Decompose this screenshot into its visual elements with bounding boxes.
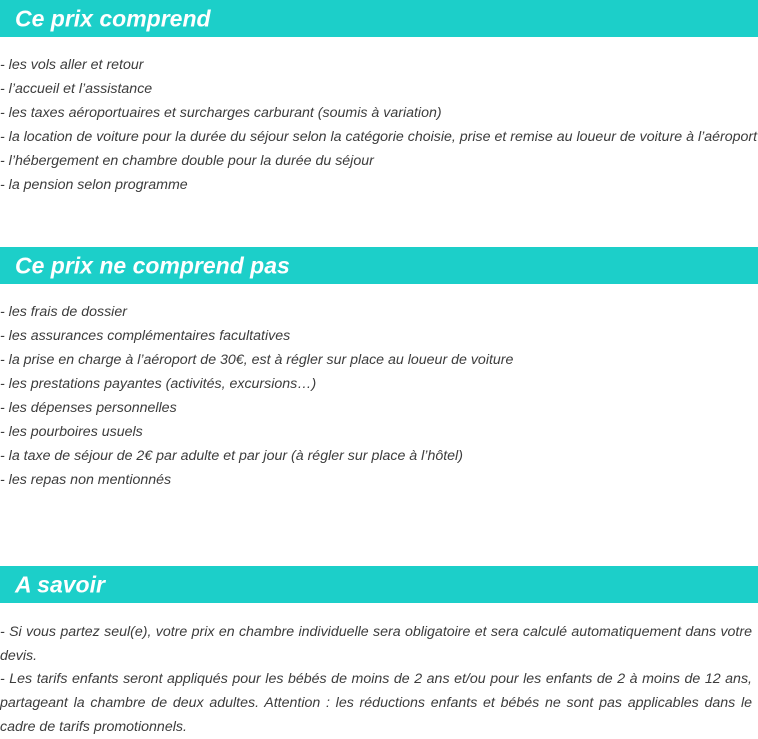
list-item: - l’accueil et l’assistance (0, 81, 153, 97)
good-to-know-paragraph-solo: - Si vous partez seul(e), votre prix en chambre individuelle sera obligatoire et sera calculé automatiquement dans votre devis. (0, 624, 752, 664)
list-item: - la location de voiture pour la durée du séjour selon la catégorie choisie, prise et remise au loueur de voiture à l’aéroport (0, 129, 758, 145)
section-included-title: Ce prix comprend (15, 5, 211, 31)
section-included (0, 0, 758, 37)
list-item: - les vols aller et retour (0, 57, 144, 73)
section-not-included-title: Ce prix ne comprend pas (15, 252, 290, 278)
list-item: - les repas non mentionnés (0, 472, 172, 488)
list-item: - les assurances complémentaires facultatives (0, 328, 291, 344)
list-item: - la prise en charge à l’aéroport de 30€, est à régler sur place au loueur de voiture (0, 352, 514, 368)
list-item: - la pension selon programme (0, 177, 188, 193)
list-item: - les taxes aéroportuaires et surcharges carburant (soumis à variation) (0, 105, 442, 121)
list-item: - la taxe de séjour de 2€ par adulte et par jour (à régler sur place à l’hôtel) (0, 448, 463, 464)
section-not-included (0, 247, 758, 284)
section-good-to-know-title: A savoir (15, 571, 105, 597)
section-good-to-know (0, 566, 758, 603)
section-good-to-know-banner (0, 566, 758, 603)
list-item: - l’hébergement en chambre double pour la durée du séjour (0, 153, 374, 169)
not-included-list (0, 300, 758, 492)
list-item: - les prestations payantes (activités, excursions…) (0, 376, 317, 392)
list-item: - les pourboires usuels (0, 424, 143, 440)
section-included-banner (0, 0, 758, 37)
list-item: - les frais de dossier (0, 304, 127, 320)
list-item: - les dépenses personnelles (0, 400, 177, 416)
included-list (0, 53, 758, 197)
good-to-know-paragraph-children: - Les tarifs enfants seront appliqués pour les bébés de moins de 2 ans et/ou pour les enfants de 2 à moins de 12 ans, partageant la chambre de deux adultes. Attention : les réductions enfants et bébés ne sont pas applicables dans le cadre de tarifs promotionnels. (0, 671, 752, 735)
section-not-included-banner (0, 247, 758, 284)
